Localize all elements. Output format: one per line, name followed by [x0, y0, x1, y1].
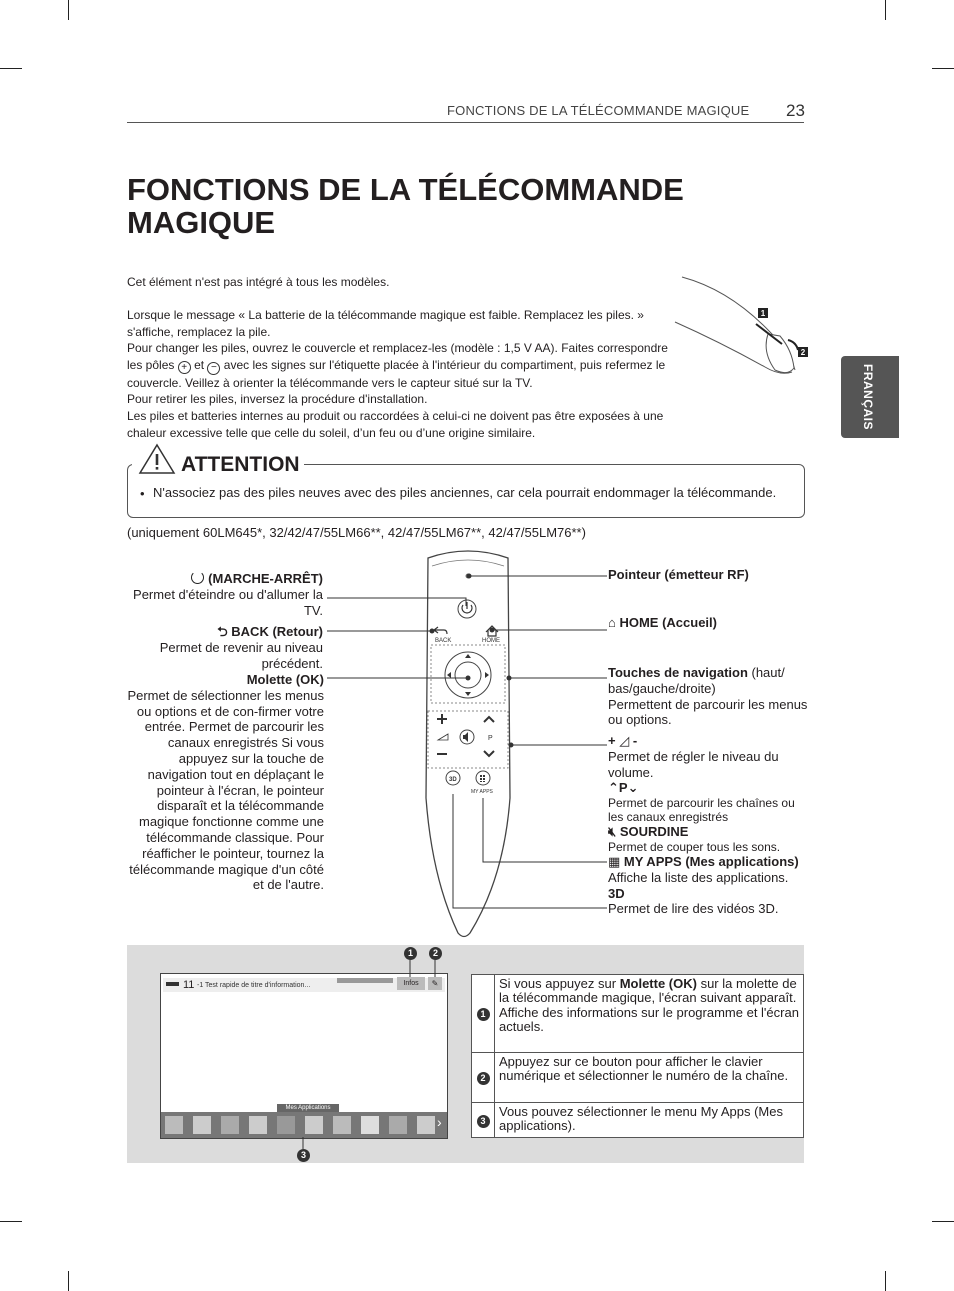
tv-screen: [160, 973, 448, 1139]
intro-line: couvercle. Veillez à orienter la télécommande vers le capteur situé sur la TV.: [127, 375, 533, 390]
nav-desc: Permettent de parcourir les menus ou options.: [608, 696, 808, 728]
bullet: •: [140, 486, 145, 501]
intro-text: avec les signes sur l'étiquette placée à l'intérieur du compartiment, puis refermez le: [223, 357, 666, 372]
intro-text: et: [194, 357, 205, 372]
row-number: 1: [477, 1008, 490, 1021]
power-icon: [191, 571, 204, 584]
power-desc: Permet d'éteindre ou d'allumer la TV.: [133, 586, 323, 618]
row-text-bold: Molette (OK): [619, 976, 697, 991]
mute-icon: 🔇︎: [608, 824, 620, 840]
power-label: [127, 571, 323, 618]
wheel-title: Molette (OK): [246, 672, 324, 687]
crop-mark: [0, 1221, 22, 1222]
back-desc: Permet de revenir au niveau précédent.: [159, 639, 323, 671]
home-title: HOME (Accueil): [619, 615, 717, 630]
p-desc: Permet de parcourir les chaînes ou les canaux enregistrés: [608, 796, 795, 825]
crop-mark: [885, 1271, 886, 1291]
apps-title: MY APPS (Mes applications): [623, 853, 799, 869]
intro-note: Cet élément n'est pas intégré à tous les modèles.: [127, 275, 390, 289]
home-icon: ⌂: [608, 615, 620, 630]
mute-title: SOURDINE: [619, 824, 689, 840]
row-number-cell: [472, 1103, 495, 1138]
apps-grid-icon: ▦: [608, 853, 624, 869]
row-text: Vous pouvez sélectionner le menu My Apps (Mes applications).: [495, 1103, 804, 1138]
page-title: FONCTIONS DE LA TÉLÉCOMMANDE MAGIQUE: [127, 172, 684, 240]
chevron-right-icon[interactable]: ›: [437, 1114, 442, 1130]
volume-label: [608, 733, 808, 917]
step-number-2: 2: [800, 348, 806, 357]
nav-title: Touches de navigation: [608, 665, 748, 680]
table-row: [472, 1053, 804, 1103]
progress-bar: [337, 978, 393, 983]
back-icon: ⮌: [217, 624, 232, 639]
plus-pole-icon: +: [178, 361, 191, 374]
callout-3: 3: [297, 1149, 310, 1162]
intro-line: Lorsque le message « La batterie de la télécommande magique est faible. Remplacez les piles. »: [127, 308, 644, 322]
power-title: (MARCHE-ARRÊT): [208, 571, 323, 586]
app-icon[interactable]: [305, 1116, 323, 1134]
row-text-pre: Si vous appuyez sur: [499, 976, 620, 991]
app-icon[interactable]: [277, 1116, 295, 1134]
app-icon[interactable]: [249, 1116, 267, 1134]
models-note: (uniquement 60LM645*, 32/42/47/55LM66**, 42/47/55LM67**, 42/47/55LM76**): [127, 525, 586, 540]
table-row: [472, 1103, 804, 1138]
p-label: P: [618, 780, 628, 796]
wheel-desc: Permet de sélectionner les menus ou options et de con-firmer votre entrée. Permet de parcourir les canaux enregistrés Si vous appuyez sur la touche de navigation tout en déplaçant le pointeur à l'écran, le pointeur disparaît et la télécommande magique fonctionne comme une télécommande classique. Pour réafficher le pointeur, tournez la télécommande magique d'un côté et de l'autre.: [127, 687, 324, 893]
app-icon[interactable]: [417, 1116, 435, 1134]
nav-label: [608, 665, 808, 728]
back-title: BACK (Retour): [231, 624, 323, 639]
app-icon[interactable]: [389, 1116, 407, 1134]
vol-minus: -: [632, 733, 638, 748]
page-number: 23: [786, 101, 805, 120]
language-tab-label: FRANÇAIS: [861, 364, 875, 430]
remote-home-label: HOME: [482, 638, 500, 644]
remote-3d-label: 3D: [449, 777, 457, 783]
table-row: [472, 975, 804, 1053]
intro-line: chaleur excessive telle que celle du soleil, d’un feu ou d’une origine similaire.: [127, 425, 536, 440]
app-icon[interactable]: [361, 1116, 379, 1134]
keypad-button[interactable]: ✎: [428, 977, 442, 990]
callout-2: 2: [429, 947, 442, 960]
running-header: FONCTIONS DE LA TÉLÉCOMMANDE MAGIQUE: [447, 103, 750, 118]
mute-desc: Permet de couper tous les sons.: [608, 839, 781, 854]
info-table: [471, 974, 804, 1138]
attention-text: N'associez pas des piles neuves avec des piles anciennes, car cela pourrait endommager la télécommande.: [153, 485, 777, 500]
row-number-cell: [472, 1053, 495, 1103]
app-icon[interactable]: [165, 1116, 183, 1134]
infos-button[interactable]: Infos: [397, 977, 425, 990]
program-title: -1 Test rapide de titre d'information...: [197, 982, 311, 989]
back-label: [127, 624, 323, 671]
callout-1: 1: [404, 947, 417, 960]
row-text-extra: Affiche des informations sur le programme et l'écran actuels.: [499, 1004, 799, 1035]
pointer-label: Pointeur (émetteur RF): [608, 567, 749, 582]
row-number-cell: [472, 975, 495, 1053]
3d-title: 3D: [608, 885, 625, 901]
volume-desc: Permet de régler le niveau du volume.: [608, 748, 779, 780]
intro-line: s'affiche, remplacez la pile.: [127, 324, 271, 339]
3d-desc: Permet de lire des vidéos 3D.: [608, 901, 779, 917]
myapps-tab[interactable]: Mes Applications: [277, 1104, 339, 1113]
volume-icon: ◿: [619, 733, 630, 748]
intro-text: les pôles: [127, 357, 175, 372]
app-icon[interactable]: [193, 1116, 211, 1134]
remote-p-label: P: [488, 735, 493, 742]
row-text-post: sur la molette de la télécommande magique, l'écran suivant apparaît.: [499, 976, 797, 1006]
row-number: 2: [477, 1072, 490, 1085]
app-icon[interactable]: [221, 1116, 239, 1134]
wheel-label: [127, 672, 324, 893]
home-label: [608, 615, 717, 631]
apps-row: [165, 1116, 435, 1134]
row-text: [495, 975, 804, 1053]
nav-suffix: (haut/ bas/gauche/droite): [608, 665, 785, 696]
minus-pole-icon: −: [207, 362, 220, 375]
chevron-up-icon: ⌃: [608, 780, 619, 796]
intro-line: Les piles et batteries internes au produit ou raccordées à celui-ci ne doivent pas être exposées à une: [127, 408, 664, 423]
remote-back-label: BACK: [435, 638, 452, 644]
row-text: Appuyez sur ce bouton pour afficher le clavier numérique et sélectionner le numéro de la chaîne.: [495, 1053, 804, 1103]
remote-myapps-label: MY APPS: [471, 789, 493, 795]
channel-icon: [166, 982, 179, 986]
intro-line: Pour changer les piles, ouvrez le couvercle et remplacez-les (modèle : 1,5 V AA). Faites correspondre: [127, 341, 668, 356]
step-number-1: 1: [760, 309, 766, 318]
channel-number: 11: [183, 979, 195, 991]
row-number: 3: [477, 1115, 490, 1128]
app-icon[interactable]: [333, 1116, 351, 1134]
chevron-down-icon: ⌄: [627, 780, 639, 796]
crop-mark: [932, 1221, 954, 1222]
crop-mark: [68, 1271, 69, 1291]
apps-desc: Affiche la liste des applications.: [608, 869, 789, 885]
intro-line: Pour retirer les piles, inversez la procédure d'installation.: [127, 392, 428, 407]
attention-title: ATTENTION: [181, 453, 300, 476]
vol-plus: +: [608, 733, 616, 748]
